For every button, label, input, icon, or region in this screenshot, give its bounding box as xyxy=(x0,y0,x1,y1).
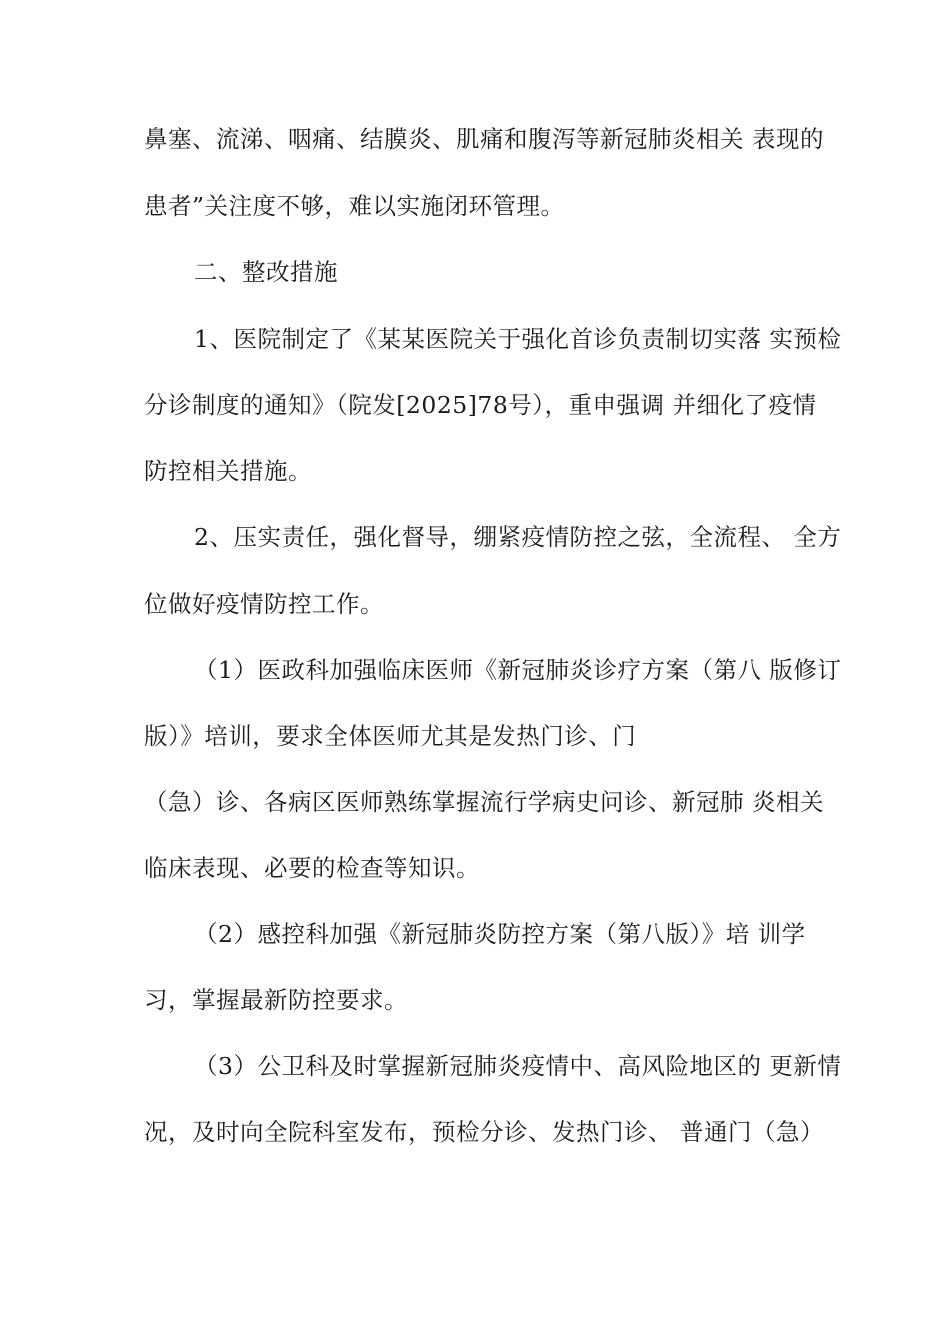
text-line: 防控相关措施。 xyxy=(144,457,312,485)
text-line: 位做好疫情防控工作。 xyxy=(144,590,384,618)
text-line: （2）感控科加强《新冠肺炎防控方案（第八版）》培 训学 xyxy=(194,920,806,948)
text-line: 2、压实责任，强化督导，绷紧疫情防控之弦，全流程、 全方 xyxy=(194,523,842,551)
text-line: （1）医政科加强临床医师《新冠肺炎诊疗方案（第八 版修订 xyxy=(194,656,842,684)
text-line: （急）诊、各病区医师熟练掌握流行学病史问诊、新冠肺 炎相关 xyxy=(144,788,824,816)
text-line: 1、医院制定了《某某医院关于强化首诊负责制切实落 实预检 xyxy=(194,325,842,353)
text-line: 版）》培训，要求全体医师尤其是发热门诊、门 xyxy=(144,722,637,750)
section-heading: 二、整改措施 xyxy=(194,258,338,286)
text-line: （3）公卫科及时掌握新冠肺炎疫情中、高风险地区的 更新情 xyxy=(194,1052,842,1080)
text-line: 况，及时向全院科室发布，预检分诊、发热门诊、 普通门（急） xyxy=(144,1118,824,1146)
text-line: 临床表现、必要的检查等知识。 xyxy=(144,854,480,882)
text-line: 患者”关注度不够，难以实施闭环管理。 xyxy=(144,192,565,220)
text-line: 习，掌握最新防控要求。 xyxy=(144,986,408,1014)
text-line: 分诊制度的通知》（院发[2025]78号），重申强调 并细化了疫情 xyxy=(144,391,817,419)
text-line: 鼻塞、流涕、咽痛、结膜炎、肌痛和腹泻等新冠肺炎相关 表现的 xyxy=(144,125,824,153)
